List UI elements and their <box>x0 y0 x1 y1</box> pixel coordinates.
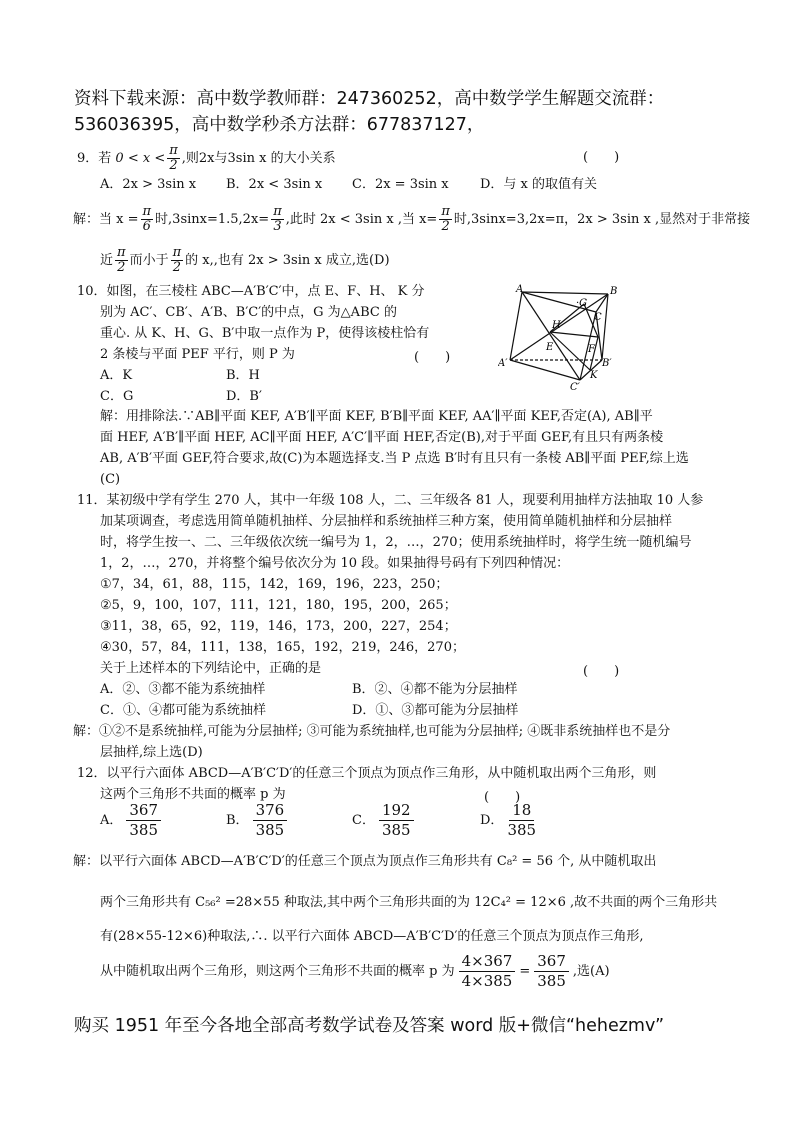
q11-stem-line1: 11．某初级中学有学生 270 人，其中一年级 108 人，二、三年级各 81 人，现要利用抽样方法抽取 10 人参 <box>77 493 704 508</box>
q11-sample-1: ①7，34，61，88，115，142，169，196，223，250； <box>100 577 449 592</box>
source-header: 资料下载来源：高中数学教师群：247360252，高中数学学生解题交流群：536036395，高中数学秒杀方法群：677837127， <box>74 89 665 135</box>
q9-solution-line1: 解：当 x = $\frac{\pi}{6}$ 时,3sinx=1.5,2x= $\frac{\pi}{3}$ ,此时 2x < 3sin x ,当 x= $\frac{\pi}{2}$ 时,3sinx=3,2x=π，2x > 3sin x ,显然对于非常接 <box>73 204 751 234</box>
q11-option-a: A．②、③都不能为系统抽样 <box>100 682 266 697</box>
label-H: H <box>552 320 561 331</box>
q11-option-d: D．①、③都可能为分层抽样 <box>352 703 519 718</box>
q10-option-d: D．B′ <box>226 389 262 404</box>
q11-solution-line1: 解：①②不是系统抽样,可能为分层抽样; ③可能为系统抽样,也可能为分层抽样; ④既非系统抽样也不是分 <box>73 724 671 739</box>
q10-solution-line3: AB, A′B′平面 GEF,符合要求,故(C)为本题选择支.当 P 点选 B′时有且只有一条棱 AB∥平面 PEF,综上选 <box>100 451 689 466</box>
q9-option-a: A．2x > 3sin x <box>100 177 197 192</box>
q10-option-b: B．H <box>226 368 260 383</box>
q11-stem-line4: 1，2，…，270，并将整个编号依次分为 10 段。如果抽得号码有下列四种情况： <box>100 556 570 571</box>
label-C1: C′ <box>570 382 580 393</box>
q9-stem: 9．若 0 < x < $\frac{\pi}{2}$ ,则2x与3sin x 的大小关系 <box>77 143 336 173</box>
q12-solution-line1: 解：以平行六面体 ABCD—A′B′C′D′的任意三个顶点为顶点作三角形共有 C₈² = 56 个, 从中随机取出 <box>73 854 657 869</box>
purchase-footer: 购买 1951 年至今各地全部高考数学试卷及答案 word 版+微信“hehezmv” <box>74 1016 665 1036</box>
q11-sample-2: ②5，9，100，107，111，121，180，195，200，265； <box>100 598 457 613</box>
q11-stem-line2: 加某项调查，考虑选用简单随机抽样、分层抽样和系统抽样三种方案，使用简单随机抽样和分层抽样 <box>100 514 673 529</box>
q11-option-b: B．②、④都不能为分层抽样 <box>352 682 518 697</box>
prism-figure <box>498 282 628 394</box>
q10-answer-paren: ( ) <box>414 350 451 365</box>
label-B: B <box>610 286 618 297</box>
q11-answer-paren: ( ) <box>583 664 620 679</box>
q11-stem-line3: 时，将学生按一、二、三年级依次统一编号为 1，2，…，270；使用系统抽样时，将学生统一随机编号 <box>100 535 692 550</box>
q10-option-c: C．G <box>100 389 134 404</box>
q12-solution-line4: 从中随机取出两个三角形，则这两个三角形不共面的概率 p 为 $\frac{4\times 367}{4\times 385}$ = $\frac{367}{385}$ ,选(A) <box>100 952 610 990</box>
q11-sample-4: ④30，57，84，111，138，165，192，219，246，270； <box>100 640 465 655</box>
q10-solution-line4: (C) <box>100 472 121 487</box>
q12-option-a: A． $\frac{367}{385}$ <box>100 801 165 840</box>
q11-option-c: C．①、④都可能为系统抽样 <box>100 703 266 718</box>
q9-option-c: C．2x = 3sin x <box>352 177 449 192</box>
label-K: K <box>590 370 598 381</box>
q12-stem-line1: 12．以平行六面体 ABCD—A′B′C′D′的任意三个顶点为顶点作三角形，从中随机取出两个三角形，则 <box>77 766 657 781</box>
label-B1: B′ <box>602 358 612 369</box>
q9-solution-line2: 近 $\frac{\pi}{2}$ 而小于 $\frac{\pi}{2}$ 的 x,,也有 2x > 3sin x 成立,选(D) <box>100 245 390 275</box>
q10-stem-line4: 2 条棱与平面 PEF 平行，则 P 为 <box>100 347 295 362</box>
q10-solution-line1: 解：用排除法.∵AB∥平面 KEF, A′B′∥平面 KEF, B′B∥平面 KEF, AA′∥平面 KEF,否定(A), AB∥平 <box>100 409 653 424</box>
label-E: E <box>546 342 554 353</box>
label-F: F <box>588 344 595 355</box>
q11-solution-line2: 层抽样,综上选(D) <box>100 745 203 760</box>
q11-sample-3: ③11，38，65，92，119，146，173，200，227，254； <box>100 619 457 634</box>
label-A: A <box>516 284 524 295</box>
q10-option-a: A．K <box>100 368 133 383</box>
q10-stem-line1: 10．如图，在三棱柱 ABC—A′B′C′中，点 E、F、H、 K 分 <box>77 284 425 299</box>
q10-stem-line3: 重心. 从 K、H、G、B′中取一点作为 P，使得该棱柱恰有 <box>100 326 430 341</box>
q11-question: 关于上述样本的下列结论中，正确的是 <box>100 661 322 676</box>
q12-option-c: C． $\frac{192}{385}$ <box>352 801 418 840</box>
q12-option-d: D． $\frac{18}{385}$ <box>480 801 537 839</box>
q12-solution-line2: 两个三角形共有 C₅₆² =28×55 种取法,其中两个三角形共面的为 12C₄² = 12×6 ,故不共面的两个三角形共 <box>100 895 718 910</box>
q10-stem-line2: 别为 AC′、CB′、A′B、B′C′的中点，G 为△ABC 的 <box>100 305 397 320</box>
q12-stem-line2: 这两个三角形不共面的概率 p 为 <box>100 787 286 802</box>
q9-option-b: B．2x < 3sin x <box>226 177 323 192</box>
label-C: C <box>594 312 602 323</box>
q9-answer-paren: ( ) <box>583 150 620 165</box>
q10-solution-line2: 面 HEF, A′B′∥平面 HEF, AC∥平面 HEF, A′C′∥平面 HEF,否定(B),对于平面 GEF,有且只有两条棱 <box>100 430 664 445</box>
q12-option-b: B． $\frac{376}{385}$ <box>226 801 291 840</box>
label-A1: A′ <box>498 358 508 369</box>
label-G: ·G <box>576 298 588 309</box>
q9-option-d: D．与 x 的取值有关 <box>480 177 598 192</box>
q12-solution-line3: 有(28×55-12×6)种取法,∴. 以平行六面体 ABCD—A′B′C′D′的任意三个顶点为顶点作三角形, <box>100 929 644 944</box>
q12-answer-paren: ( ) <box>484 790 521 805</box>
